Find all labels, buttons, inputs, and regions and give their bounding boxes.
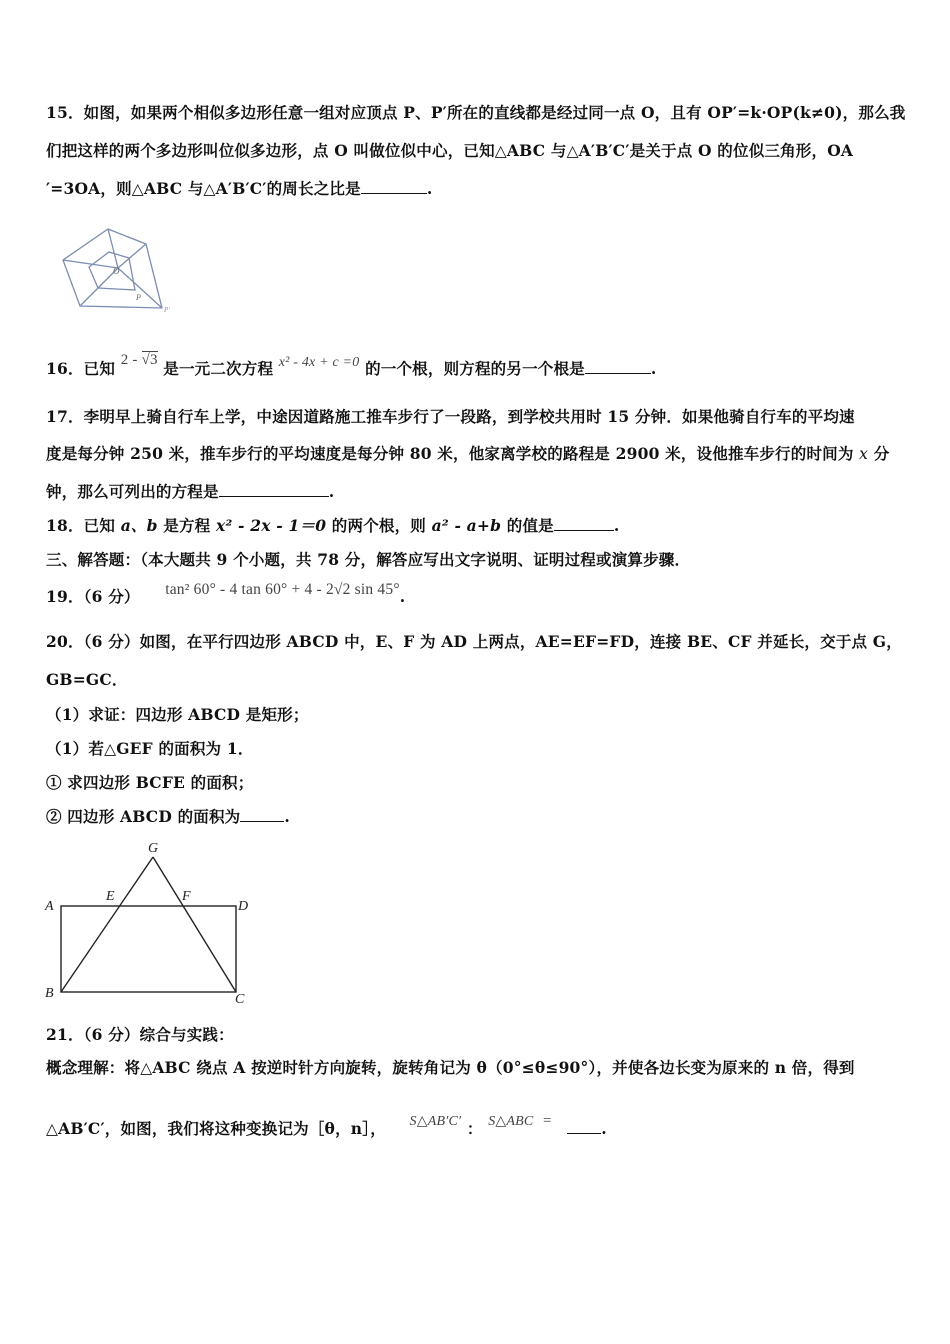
q15-line2: 们把这样的两个多边形叫位似多边形，点 O 叫做位似中心，已知△ABC 与△A′B′C′是关于点 O 的位似三角形，OA [46,141,854,160]
q16-prefix: 16．已知 [46,359,116,378]
q18-expression: a² - a+b [431,516,502,535]
q20-line1: 20．（6 分）如图，在平行四边形 ABCD 中，E、F 为 AD 上两点，AE=EF=FD，连接 BE、CF 并延长，交于点 G， [46,632,902,651]
q17-line1: 17．李明早上骑自行车上学，中途因道路施工推车步行了一段路，到学校共用时 15 分钟．如果他骑自行车的平均速 [46,407,855,426]
q21-colon: ： [466,1119,483,1138]
q17-line2b: 分 [873,444,890,463]
q15-label-pp: P′ [164,306,170,314]
q15-end: . [426,179,433,198]
q18-line [46,514,619,536]
q15-figure [56,224,176,316]
q16-line [46,352,657,379]
q18-text-b: 是方程 [163,516,211,535]
q21-equals: = [543,1113,552,1129]
q18-text-d: 的值是 [506,516,554,535]
q16-mid: 是一元二次方程 [163,359,274,378]
q20-sub2-text: ② 四边形 ABCD 的面积为 [46,807,241,826]
q15-label-o: O [113,266,120,276]
q15-label-p: P [136,293,141,302]
q19-line [46,581,406,607]
q16-suffix: 的一个根，则方程的另一个根是 [365,359,585,378]
q20-label-c: C [235,992,245,1007]
q17-line3 [46,480,334,502]
q18-end: . [613,516,620,535]
q16-root: 2 - √3 [120,352,158,368]
q20-line2: GB=GC． [46,670,128,689]
q21-line2: 概念理解：将△ABC 绕点 A 按逆时针方向旋转，旋转角记为 θ（0°≤θ≤90°），并使各边长变为原来的 n 倍，得到 [46,1058,855,1077]
q20-label-g: G [148,841,159,856]
q20-part2: （1）若△GEF 的面积为 1． [46,739,254,758]
q15-inner-polygon [89,252,135,290]
q18-equation: x² - 2x - 1＝0 [216,516,327,535]
q21-area-abc: S△ABC [488,1114,534,1129]
q17-end: . [328,482,335,501]
q19-label: 19．（6 分） [46,587,140,606]
q18-answer-blank[interactable] [554,516,614,531]
q17-answer-blank[interactable] [219,482,329,497]
q16-root-a: 2 - [120,352,138,368]
q20-line-cg [153,857,236,992]
q18-vars: a、b [120,516,158,535]
q20-label-b: B [45,986,54,1001]
q16-root-b: 3 [149,352,158,368]
q20-label-d: D [238,899,249,914]
q21-answer-blank[interactable] [567,1119,601,1134]
q20-figure [42,836,258,1008]
q21-end: . [601,1119,607,1138]
q20-label-a: A [45,899,54,914]
q20-sub1: ① 求四边形 BCFE 的面积； [46,773,254,792]
q17-line2a: 度是每分钟 250 米，推车步行的平均速度是每分钟 80 米，他家离学校的路程是 2900 米，设他推车步行的时间为 [46,444,854,463]
q16-equation: x² - 4x + c =0 [278,355,360,370]
q19-end: . [399,587,406,606]
q20-label-f: F [182,889,191,904]
q20-label-e: E [106,889,115,904]
q21-line3-text: △AB′C′，如图，我们将这种变换记为［θ，n］， [46,1119,386,1138]
q19-expression: tan² 60° - 4 tan 60° + 4 - 2√2 sin 45° [165,581,400,598]
q20-answer-blank[interactable] [240,807,284,822]
q16-answer-blank[interactable] [585,359,651,374]
q20-end: . [284,807,290,826]
q18-text-c: 的两个根，则 [331,516,426,535]
q18-text-a: 18．已知 [46,516,116,535]
q21-area-prime: S△AB′C′ [409,1114,462,1129]
q15-answer-blank[interactable] [361,179,427,194]
section-heading: 三、解答题：（本大题共 9 个小题，共 78 分，解答应写出文字说明、证明过程或演算步骤． [46,550,691,569]
q20-sub2 [46,805,290,827]
q15-line3-text: ′=3OA，则△ABC 与△A′B′C′的周长之比是 [46,179,361,198]
q17-line3-text: 钟，那么可列出的方程是 [46,482,219,501]
q21-line3 [46,1113,607,1139]
q16-end: . [650,359,657,378]
q21-line1: 21．（6 分）综合与实践： [46,1025,234,1044]
q20-line-bg [61,857,153,992]
q17-variable: x [859,445,869,463]
q20-part1: （1）求证：四边形 ABCD 是矩形； [46,705,309,724]
q15-line3 [46,177,432,199]
q17-line2 [46,442,889,464]
q15-line1: 15．如图，如果两个相似多边形任意一组对应顶点 P、P′所在的直线都是经过同一点 O，且有 OP′=k·OP(k≠0)，那么我 [46,103,906,122]
